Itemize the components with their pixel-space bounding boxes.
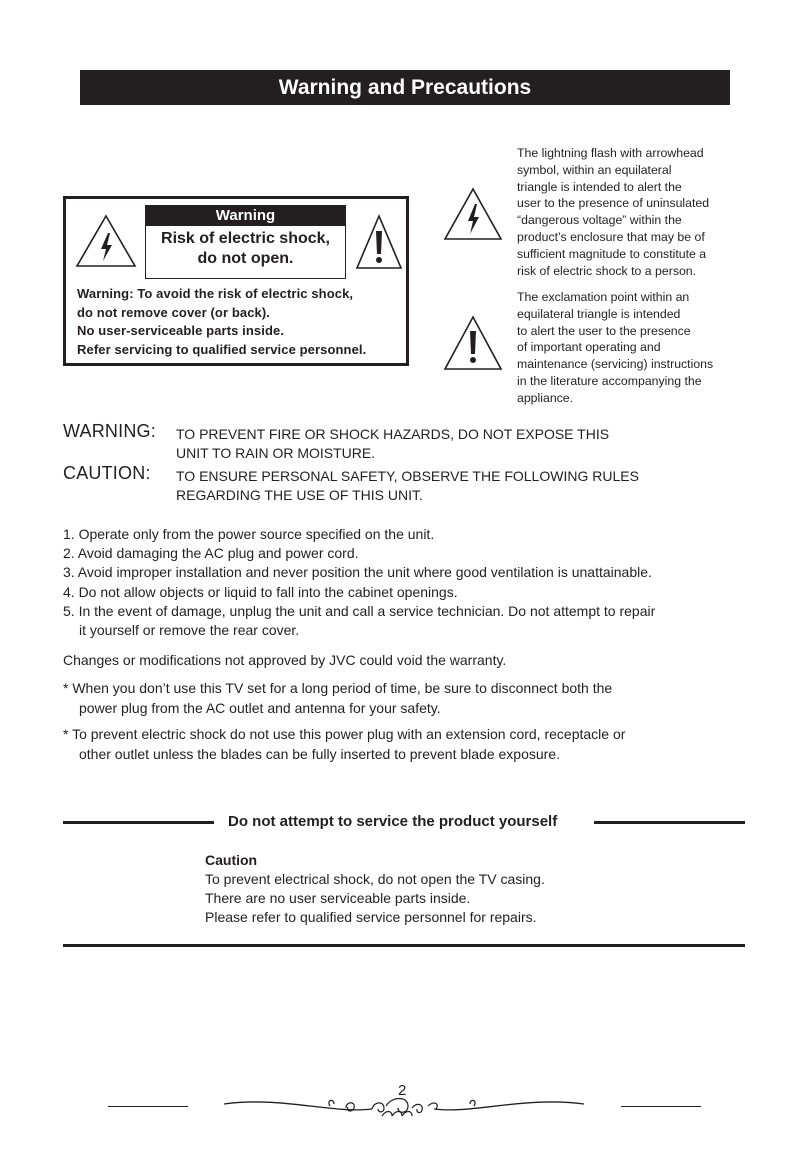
description-line: risk of electric shock to a person. (517, 263, 697, 278)
description-line: appliance. (517, 390, 574, 405)
safety-rules-list (63, 525, 763, 640)
note-line: * When you don’t use this TV set for a long period of time, be sure to disconnect both the (63, 680, 613, 696)
description-line: symbol, within an equilateral (517, 162, 672, 177)
rule-item: 3. Avoid improper installation and never position the unit where good ventilation is unattainable. (63, 564, 652, 581)
note-line: power plug from the AC outlet and antenna for your safety. (79, 699, 441, 716)
description-line: sufficient magnitude to constitute a (517, 246, 707, 261)
description-line: “dangerous voltage” within the (517, 213, 682, 228)
description-line: of important operating and (517, 340, 661, 355)
lightning-symbol-icon (442, 186, 504, 242)
description-line: user to the presence of uninsulated (517, 196, 710, 211)
note-disconnect (63, 679, 612, 718)
description-line: triangle is intended to alert the (517, 179, 682, 194)
caution-line: REGARDING THE USE OF THIS UNIT. (176, 487, 423, 503)
exclamation-warning-icon (354, 213, 404, 271)
warning-text-line: do not remove cover (or back). (77, 304, 270, 320)
description-line: product’s enclosure that may be of (517, 229, 705, 244)
caution-heading: CAUTION: (63, 463, 151, 483)
note-line: * To prevent electric shock do not use this power plug with an extension cord, receptacle or (63, 726, 626, 742)
rule-item-continued: it yourself or remove the rear cover. (79, 622, 300, 639)
divider (63, 944, 745, 947)
divider (594, 821, 745, 824)
note-line: other outlet unless the blades can be fully inserted to prevent blade exposure. (79, 745, 560, 762)
description-line: maintenance (servicing) instructions (517, 357, 714, 372)
divider (63, 821, 214, 824)
warning-text-line: No user-serviceable parts inside. (77, 323, 285, 338)
description-line: The lightning flash with arrowhead (517, 146, 704, 160)
rule-item: 5. In the event of damage, unplug the unit and call a service technician. Do not attempt to repair (63, 602, 656, 619)
footer-rule-left (108, 1106, 188, 1107)
page-number: 2 (398, 1082, 407, 1099)
warning-text-line: Warning: To avoid the risk of electric shock, (77, 286, 354, 301)
service-caution-line: There are no user serviceable parts inside. (205, 890, 471, 906)
ornament-flourish-icon (222, 1092, 586, 1120)
footer-rule-right (621, 1106, 701, 1107)
caution-line: TO ENSURE PERSONAL SAFETY, OBSERVE THE FOLLOWING RULES (176, 468, 639, 484)
description-line: The exclamation point within an (517, 290, 690, 304)
warning-label (145, 205, 346, 279)
note-extension-cord (63, 725, 625, 764)
service-caution-line: To prevent electrical shock, do not open the TV casing. (205, 871, 545, 887)
warning-line: UNIT TO RAIN OR MOISTURE. (176, 445, 376, 461)
service-caution-title: Caution (205, 852, 258, 868)
exclamation-symbol-icon (442, 314, 504, 372)
description-line: to alert the user to the presence (517, 323, 691, 338)
warning-text-line: Refer servicing to qualified service personnel. (77, 341, 367, 357)
rule-item: 2. Avoid damaging the AC plug and power cord. (63, 545, 359, 562)
warranty-note (63, 651, 506, 671)
description-line: equilateral triangle is intended (517, 306, 681, 321)
rule-item: 1. Operate only from the power source specified on the unit. (63, 526, 435, 542)
warning-heading: WARNING: (63, 421, 156, 441)
caution-text (176, 467, 639, 505)
page-title: Warning and Precautions (80, 70, 730, 105)
service-heading: Do not attempt to service the product yourself (228, 813, 558, 830)
warranty-text: Changes or modifications not approved by JVC could void the warranty. (63, 652, 507, 668)
warning-text (176, 425, 609, 463)
rule-item: 4. Do not allow objects or liquid to fall into the cabinet openings. (63, 583, 458, 600)
service-caution-line: Please refer to qualified service personnel for repairs. (205, 909, 537, 925)
service-caution (205, 851, 545, 927)
warning-label-text (77, 285, 407, 359)
warning-label-body: Risk of electric shock, do not open. (161, 230, 330, 267)
warning-label-box (63, 196, 409, 366)
lightning-symbol-description (517, 145, 749, 279)
warning-line: TO PREVENT FIRE OR SHOCK HAZARDS, DO NOT EXPOSE THIS (176, 426, 610, 442)
exclamation-symbol-description (517, 289, 749, 407)
description-line: in the literature accompanying the (517, 373, 702, 388)
warning-label-head: Warning (146, 206, 345, 226)
lightning-warning-icon (74, 213, 138, 269)
